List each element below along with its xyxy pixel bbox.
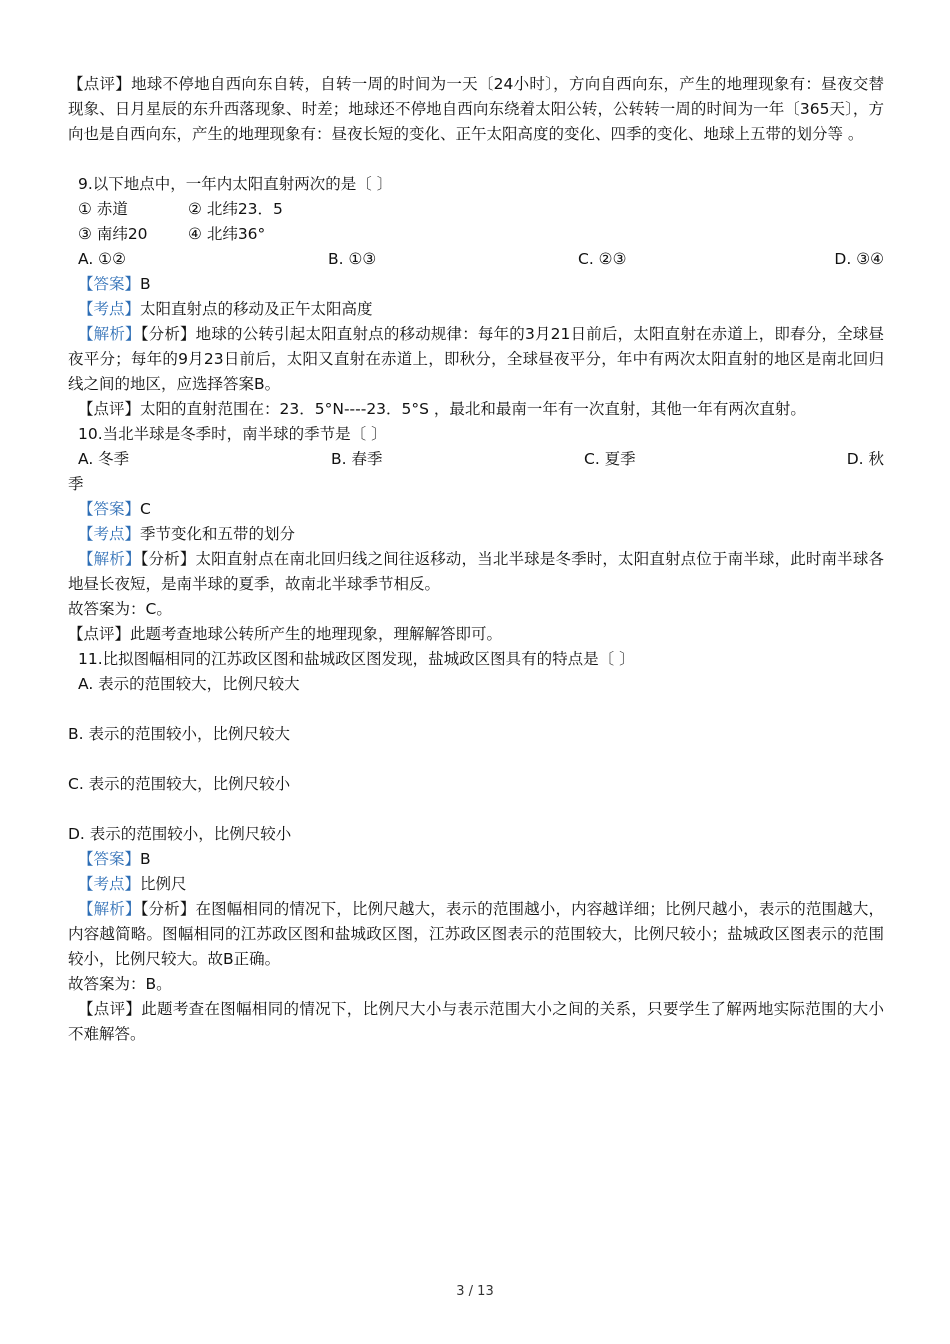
conclusion-line: 故答案为：C。 bbox=[68, 600, 172, 618]
answer-line bbox=[68, 272, 884, 297]
point-value: 太阳直射点的移动及正午太阳高度 bbox=[140, 300, 373, 318]
question-items-row bbox=[68, 222, 884, 247]
option-c: C. 夏季 bbox=[584, 450, 636, 468]
review-text: 太阳的直射范围在：23．5°N----23．5°S ，最北和最南一年有一次直射，其他一年有两次直射。 bbox=[140, 400, 806, 418]
answer-line bbox=[68, 497, 884, 522]
question-stem: 10.当北半球是冬季时，南半球的季节是〔 〕 bbox=[78, 425, 387, 443]
question-item: ① 赤道 bbox=[78, 200, 128, 218]
question-item: ② 北纬23．5 bbox=[188, 200, 283, 218]
review-tag: 【点评】 bbox=[68, 75, 132, 93]
review-line bbox=[68, 622, 884, 647]
question-items-row bbox=[68, 197, 884, 222]
option-a: A. ①② bbox=[78, 250, 126, 268]
analysis-paragraph bbox=[68, 547, 884, 597]
point-tag: 【考点】 bbox=[78, 525, 141, 543]
analysis-tag: 【解析】 bbox=[78, 550, 141, 568]
question-stem: 9.以下地点中，一年内太阳直射两次的是〔 〕 bbox=[78, 175, 393, 193]
question-stem: 11.比拟图幅相同的江苏政区图和盐城政区图发现，盐城政区图具有的特点是〔 〕 bbox=[78, 650, 635, 668]
question-item: ③ 南纬20 bbox=[78, 225, 148, 243]
review-paragraph bbox=[68, 997, 884, 1047]
document-page bbox=[68, 72, 884, 1047]
point-value: 季节变化和五带的划分 bbox=[140, 525, 296, 543]
review-tag: 【点评】 bbox=[78, 1000, 142, 1018]
point-line bbox=[68, 522, 884, 547]
page-number: 3 / 13 bbox=[456, 1284, 494, 1299]
analysis-text: 【分析】在图幅相同的情况下，比例尺越大，表示的范围越小，内容越详细；比例尺越小，表示的范围越大，内容越简略。图幅相同的江苏政区图和盐城政区图，江苏政区图表示的范围较大，比例尺较小；盐城政区图表示的范围较小，比例尺较大。故B正确。 bbox=[68, 900, 884, 968]
analysis-paragraph bbox=[68, 897, 884, 972]
option-c: C. ②③ bbox=[578, 250, 627, 268]
conclusion-line: 故答案为：B。 bbox=[68, 975, 172, 993]
options-row bbox=[68, 247, 884, 272]
question-10 bbox=[68, 422, 884, 647]
analysis-tag: 【解析】 bbox=[78, 325, 141, 343]
analysis-text: 【分析】地球的公转引起太阳直射点的移动规律：每年的3月21日前后，太阳直射在赤道上，即春分，全球昼夜平分；每年的9月23日前后，太阳又直射在赤道上，即秋分，全球昼夜平分，年中有两次太阳直射的地区是南北回归线之间的地区，应选择答案B。 bbox=[68, 325, 884, 393]
point-line bbox=[68, 297, 884, 322]
option-d: D. 秋 bbox=[846, 450, 884, 468]
options-row bbox=[68, 447, 884, 472]
point-tag: 【考点】 bbox=[78, 875, 141, 893]
question-item: ④ 北纬36° bbox=[188, 225, 266, 243]
option-b: B. 春季 bbox=[331, 450, 383, 468]
review-text: 此题考查在图幅相同的情况下，比例尺大小与表示范围大小之间的关系，只要学生了解两地实际范围的大小不难解答。 bbox=[68, 1000, 884, 1043]
point-value: 比例尺 bbox=[140, 875, 187, 893]
review-line bbox=[68, 397, 884, 422]
question-9 bbox=[68, 172, 884, 422]
review-paragraph-top bbox=[68, 72, 884, 147]
option-d: D. ③④ bbox=[834, 250, 884, 268]
answer-line bbox=[68, 847, 884, 872]
review-text: 地球不停地自西向东自转，自转一周的时间为一天〔24小时〕，方向自西向东，产生的地理现象有：昼夜交替现象、日月星辰的东升西落现象、时差；地球还不停地自西向东绕着太阳公转，公转转一周的时间为一年〔365天〕，方向也是自西向东，产生的地理现象有：昼夜长短的变化、正午太阳高度的变化、四季的变化、地球上五带的划分等 。 bbox=[68, 75, 884, 143]
answer-value: C bbox=[140, 500, 151, 518]
review-tag: 【点评】 bbox=[78, 400, 141, 418]
point-line bbox=[68, 872, 884, 897]
answer-tag: 【答案】 bbox=[78, 500, 141, 518]
option-d: D. 表示的范围较小，比例尺较小 bbox=[68, 825, 292, 843]
analysis-text: 【分析】太阳直射点在南北回归线之间往返移动，当北半球是冬季时，太阳直射点位于南半球，此时南半球各地昼长夜短，是南半球的夏季，故南北半球季节相反。 bbox=[68, 550, 884, 593]
question-11 bbox=[68, 647, 884, 1047]
option-b: B. ①③ bbox=[328, 250, 377, 268]
review-tag: 【点评】 bbox=[68, 625, 131, 643]
analysis-tag: 【解析】 bbox=[78, 900, 141, 918]
answer-tag: 【答案】 bbox=[78, 850, 141, 868]
review-text: 此题考查地球公转所产生的地理现象，理解解答即可。 bbox=[130, 625, 503, 643]
point-tag: 【考点】 bbox=[78, 300, 141, 318]
option-d-wrap: 季 bbox=[68, 475, 84, 493]
option-a: A. 冬季 bbox=[78, 450, 130, 468]
answer-value: B bbox=[140, 850, 151, 868]
option-c: C. 表示的范围较大，比例尺较小 bbox=[68, 775, 291, 793]
answer-value: B bbox=[140, 275, 151, 293]
option-b: B. 表示的范围较小，比例尺较大 bbox=[68, 725, 290, 743]
option-a: A. 表示的范围较大，比例尺较大 bbox=[78, 675, 300, 693]
analysis-paragraph bbox=[68, 322, 884, 397]
answer-tag: 【答案】 bbox=[78, 275, 141, 293]
